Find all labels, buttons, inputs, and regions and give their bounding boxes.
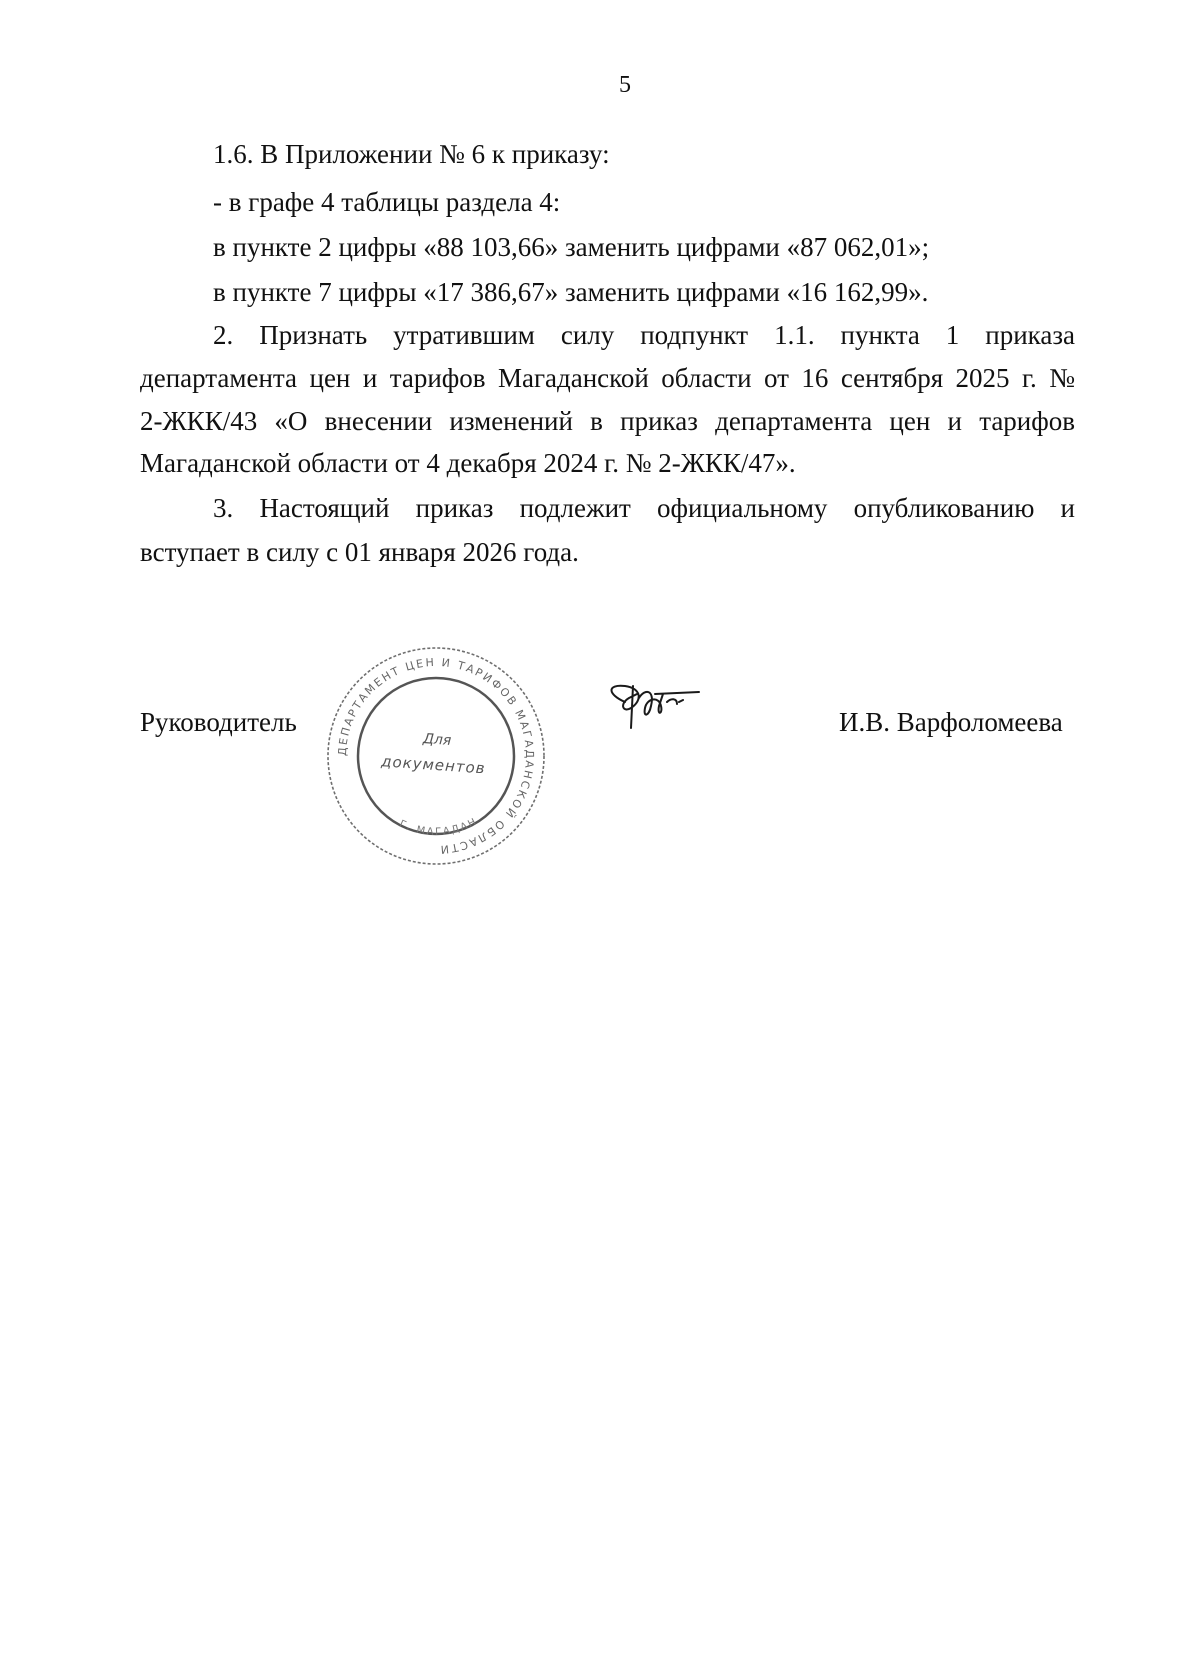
body-line: Магаданской области от 4 декабря 2024 г. № 2-ЖКК/47». (140, 448, 796, 478)
body-line: в пункте 7 цифры «17 386,67» заменить цифрами «16 162,99». (213, 277, 929, 307)
signatory-position: Руководитель (140, 707, 297, 737)
body-line: 1.6. В Приложении № 6 к приказу: (213, 139, 610, 169)
svg-text:документов: документов (380, 752, 487, 778)
body-line: вступает в силу с 01 января 2026 года. (140, 537, 579, 567)
body-line: 2-ЖКК/43 «О внесении изменений в приказ департамента цен и тарифов (140, 406, 1075, 436)
svg-text:Г. МАГАДАН: Г. МАГАДАН (397, 816, 480, 838)
signatory-name: И.В. Варфоломеева (839, 707, 1063, 737)
svg-text:ДЕПАРТАМЕНТ ЦЕН И ТАРИФОВ МАГА: ДЕПАРТАМЕНТ ЦЕН И ТАРИФОВ МАГАДАНСКОЙ ОБЛАСТИ (335, 655, 537, 857)
body-line: - в графе 4 таблицы раздела 4: (213, 187, 561, 217)
body-line: 2. Признать утратившим силу подпункт 1.1. пункта 1 приказа (213, 320, 1075, 350)
body-line: департамента цен и тарифов Магаданской области от 16 сентября 2025 г. № (140, 363, 1075, 393)
body-line: 3. Настоящий приказ подлежит официальному опубликованию и (213, 493, 1075, 523)
body-line: в пункте 2 цифры «88 103,66» заменить цифрами «87 062,01»; (213, 232, 930, 262)
page-number: 5 (619, 72, 631, 98)
svg-text:Для: Для (422, 731, 452, 750)
handwritten-signature (603, 676, 713, 738)
official-stamp (322, 642, 550, 870)
